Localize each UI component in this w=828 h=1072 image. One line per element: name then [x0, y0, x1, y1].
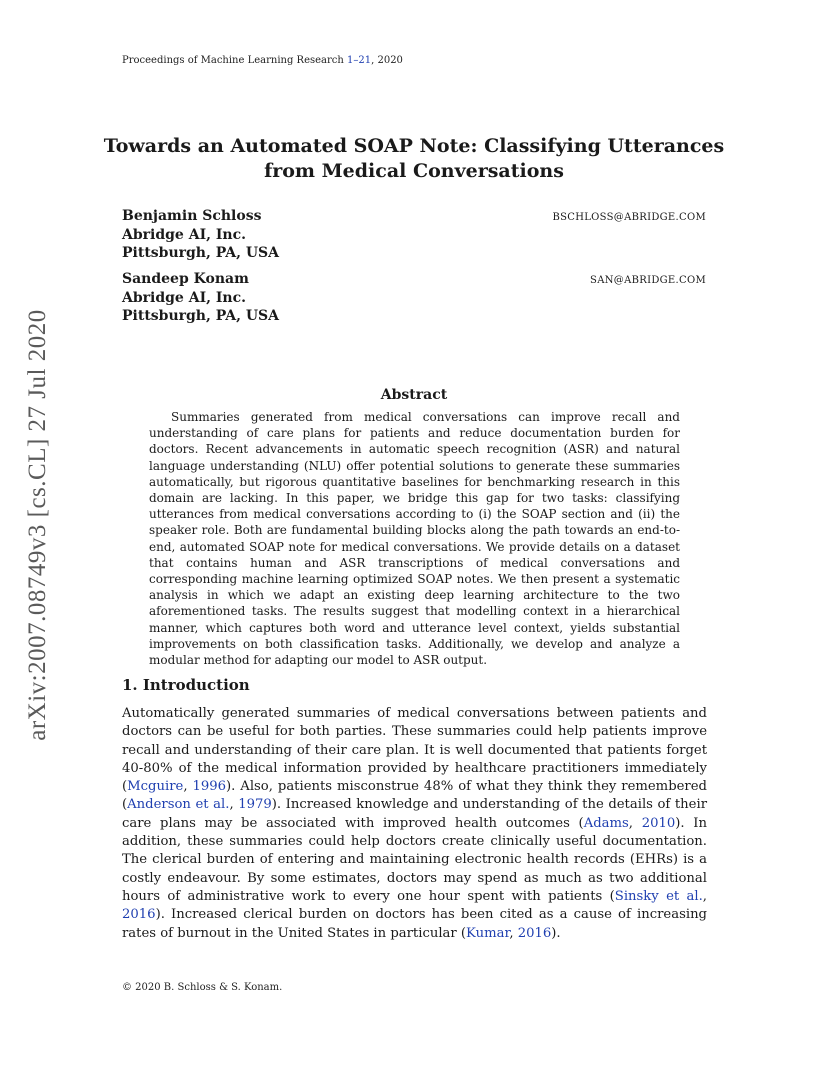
citation-year-link[interactable]: 2016 [122, 907, 156, 923]
header-year: , 2020 [371, 55, 403, 66]
author-name: Sandeep Konam [122, 271, 249, 287]
author-block-1 [122, 207, 706, 263]
citation-link[interactable]: Kumar [466, 925, 510, 941]
author-location: Pittsburgh, PA, USA [122, 245, 280, 261]
citation-year-link[interactable]: 2016 [517, 925, 552, 941]
citation-link[interactable]: Sinsky et al. [614, 888, 703, 904]
author-block-2 [122, 270, 706, 326]
abstract-text: Summaries generated from medical conversations can improve recall and understanding of care plans for patients and reduce documentation burden for doctors. Recent advancements in automatic speech recognition (ASR) and natural language understanding (NLU) offer potential solutions to generate these summaries automatically, but rigorous quantitative baselines for benchmarking research in this domain are lacking. In this paper, we bridge this gap for two tasks: classifying utterances from medical conversations according to (i) the SOAP section and (ii) the speaker role. Both are fundamental building blocks along the path towards an end-to-end, automated SOAP note for medical conversations. We provide details on a dataset that contains human and ASR transcriptions of medical conversations and corresponding machine learning optimized SOAP notes. We then present a systematic analysis in which we adapt an existing deep learning architecture to the two aforementioned tasks. The results suggest that modelling context in a hierarchical manner, which captures both word and utterance level context, yields substantial improvements on both classification tasks. Additionally, we develop and analyze a modular method for adapting our model to ASR output. [149, 410, 680, 668]
citation-link[interactable]: Mcguire [127, 779, 184, 795]
paragraph-text: Automatically generated summaries of medical conversations between patients and doctors can be useful for both parties. These summaries could help patients improve recall and understanding of their care plan. It is well documented that patients forget 40-80% of the medical information provided by healthcare practitioners immediately ( [122, 706, 707, 795]
citation-link[interactable]: Anderson et al. [127, 797, 230, 813]
abstract-heading: Abstract [380, 387, 448, 403]
copyright-footer: © 2020 B. Schloss & S. Konam. [122, 982, 283, 993]
paper-title: Towards an Automated SOAP Note: Classifying Utterances from Medical Conversations [103, 135, 725, 182]
paragraph-text: ). Also, patients misconstrue 48% of what they think they remembered ( [122, 779, 707, 813]
citation-year-link[interactable]: 2010 [641, 815, 676, 831]
paragraph-text: ). In addition, these summaries could help doctors create clinically useful documentation. The clerical burden of entering and maintaining electronic health records (EHRs) is a costly endeavour. By some estimates, doctors may spend as much as two additional hours of administrative work to every one hour spent with patients ( [122, 815, 707, 904]
paragraph-text: ). Increased knowledge and understanding of the details of their care plans may be associated with improved health outcomes ( [122, 797, 707, 831]
arxiv-identifier: arXiv:2007.08749v3 [cs.CL] 27 Jul 2020 [24, 309, 51, 741]
introduction-paragraph: Automatically generated summaries of medical conversations between patients and doctors can be useful for both parties. These summaries could help patients improve recall and understanding of their care plan. It is well documented that patients forget 40-80% of the medical information provided by healthcare practitioners immediately (Mcguire, 1996). Also, patients misconstrue 48% of what they think they remembered (Anderson et al., 1979). Increased knowledge and understanding of the details of their care plans may be associated with improved health outcomes (Adams, 2010). In addition, these summaries could help doctors create clinically useful documentation. The clerical burden of entering and maintaining electronic health records (EHRs) is a costly endeavour. By some estimates, doctors may spend as much as two additional hours of administrative work to every one hour spent with patients (Sinsky et al., 2016). Increased clerical burden on doctors has been cited as a cause of increasing rates of burnout in the United States in particular (Kumar, 2016). [122, 706, 707, 941]
author-name: Benjamin Schloss [122, 208, 262, 224]
pages-link[interactable]: 1–21 [347, 55, 372, 66]
journal-name: Proceedings of Machine Learning Research [122, 55, 348, 66]
author-affiliation: Abridge AI, Inc. [122, 289, 246, 306]
paragraph-text: ). [551, 925, 561, 941]
citation-year-link[interactable]: 1979 [238, 797, 272, 813]
citation-year-link[interactable]: 1996 [192, 779, 227, 795]
running-header [122, 55, 403, 66]
author-location: Pittsburgh, PA, USA [122, 308, 280, 324]
author-affiliation: Abridge AI, Inc. [122, 226, 246, 243]
citation-link[interactable]: Adams [583, 815, 629, 831]
author-email: BSCHLOSS@ABRIDGE.COM [552, 212, 706, 223]
section-heading: 1. Introduction [122, 676, 250, 694]
paragraph-text: ). Increased clerical burden on doctors has been cited as a cause of increasing rates of burnout in the United States in particular ( [122, 907, 707, 941]
author-email: SAN@ABRIDGE.COM [590, 275, 706, 286]
